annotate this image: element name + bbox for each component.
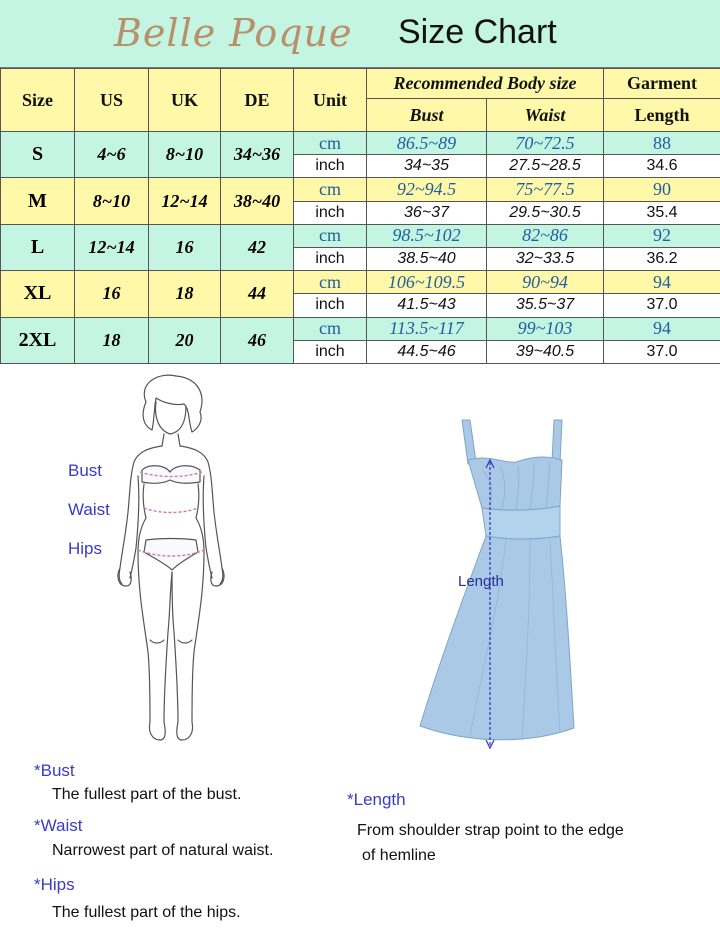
uk-cell: 12~14 [149, 178, 221, 224]
bust-cell: 106~109.5 [367, 271, 487, 294]
waist-note-heading: *Waist [34, 816, 83, 835]
us-cell: 12~14 [75, 224, 149, 270]
unit-cell: cm [294, 271, 367, 294]
hips-note-heading: *Hips [34, 875, 75, 894]
size-cell: 2XL [1, 317, 75, 363]
length-cell: 90 [604, 178, 720, 201]
table-row [1, 178, 720, 201]
size-cell: S [1, 132, 75, 178]
hips-label: Hips [68, 539, 103, 558]
unit-cell: cm [294, 132, 367, 155]
waist-cell: 70~72.5 [487, 132, 604, 155]
us-cell: 18 [75, 317, 149, 363]
page-title: Size Chart [398, 13, 557, 51]
size-table [0, 68, 720, 364]
waist-cell: 35.5~37 [487, 294, 604, 317]
header-size: Size [1, 69, 75, 132]
table-body [1, 132, 720, 364]
header-us: US [75, 69, 149, 132]
length-cell: 35.4 [604, 201, 720, 224]
waist-cell: 90~94 [487, 271, 604, 294]
waist-cell: 82~86 [487, 224, 604, 247]
header-length: Length [604, 99, 720, 132]
unit-cell: cm [294, 178, 367, 201]
us-cell: 16 [75, 271, 149, 317]
length-cell: 92 [604, 224, 720, 247]
waist-cell: 32~33.5 [487, 247, 604, 270]
waist-note-text: Narrowest part of natural waist. [52, 842, 274, 859]
waist-label: Waist [68, 500, 110, 519]
length-cell: 37.0 [604, 294, 720, 317]
unit-cell: cm [294, 224, 367, 247]
us-cell: 4~6 [75, 132, 149, 178]
table-row [1, 132, 720, 155]
bust-cell: 92~94.5 [367, 178, 487, 201]
header-de: DE [221, 69, 294, 132]
waist-cell: 39~40.5 [487, 340, 604, 363]
uk-cell: 16 [149, 224, 221, 270]
header-bust: Bust [367, 99, 487, 132]
length-cell: 37.0 [604, 340, 720, 363]
header-garment: Garment [604, 69, 720, 99]
de-cell: 46 [221, 317, 294, 363]
waist-cell: 99~103 [487, 317, 604, 340]
header-recommended: Recommended Body size [367, 69, 604, 99]
size-cell: M [1, 178, 75, 224]
bust-cell: 44.5~46 [367, 340, 487, 363]
brand-logo: Belle Poque [114, 11, 353, 55]
de-cell: 42 [221, 224, 294, 270]
bust-note-text: The fullest part of the bust. [52, 786, 242, 803]
bust-cell: 41.5~43 [367, 294, 487, 317]
bust-cell: 86.5~89 [367, 132, 487, 155]
hips-note-text: The fullest part of the hips. [52, 904, 241, 921]
bust-cell: 36~37 [367, 201, 487, 224]
unit-cell: inch [294, 201, 367, 224]
unit-cell: cm [294, 317, 367, 340]
waist-cell: 29.5~30.5 [487, 201, 604, 224]
uk-cell: 8~10 [149, 132, 221, 178]
length-cell: 36.2 [604, 247, 720, 270]
de-cell: 44 [221, 271, 294, 317]
unit-cell: inch [294, 340, 367, 363]
title-bar [0, 0, 720, 68]
us-cell: 8~10 [75, 178, 149, 224]
table-row [1, 271, 720, 294]
unit-cell: inch [294, 294, 367, 317]
de-cell: 38~40 [221, 178, 294, 224]
length-cell: 34.6 [604, 155, 720, 178]
bust-cell: 34~35 [367, 155, 487, 178]
length-cell: 94 [604, 271, 720, 294]
uk-cell: 18 [149, 271, 221, 317]
unit-cell: inch [294, 155, 367, 178]
header-uk: UK [149, 69, 221, 132]
waist-cell: 27.5~28.5 [487, 155, 604, 178]
woman-figure-icon [108, 372, 238, 746]
size-cell: L [1, 224, 75, 270]
unit-cell: inch [294, 247, 367, 270]
bust-note-heading: *Bust [34, 761, 75, 780]
header-unit: Unit [294, 69, 367, 132]
waist-cell: 75~77.5 [487, 178, 604, 201]
table-row [1, 224, 720, 247]
uk-cell: 20 [149, 317, 221, 363]
bust-cell: 113.5~117 [367, 317, 487, 340]
header-waist: Waist [487, 99, 604, 132]
size-cell: XL [1, 271, 75, 317]
length-label: Length [458, 573, 504, 590]
bust-cell: 38.5~40 [367, 247, 487, 270]
de-cell: 34~36 [221, 132, 294, 178]
length-cell: 88 [604, 132, 720, 155]
length-cell: 94 [604, 317, 720, 340]
length-note-heading: *Length [347, 790, 406, 809]
bust-cell: 98.5~102 [367, 224, 487, 247]
length-note-text-line2: of hemline [362, 847, 436, 864]
table-row [1, 317, 720, 340]
length-note-text-line1: From shoulder strap point to the edge [357, 822, 624, 839]
bust-label: Bust [68, 461, 103, 480]
